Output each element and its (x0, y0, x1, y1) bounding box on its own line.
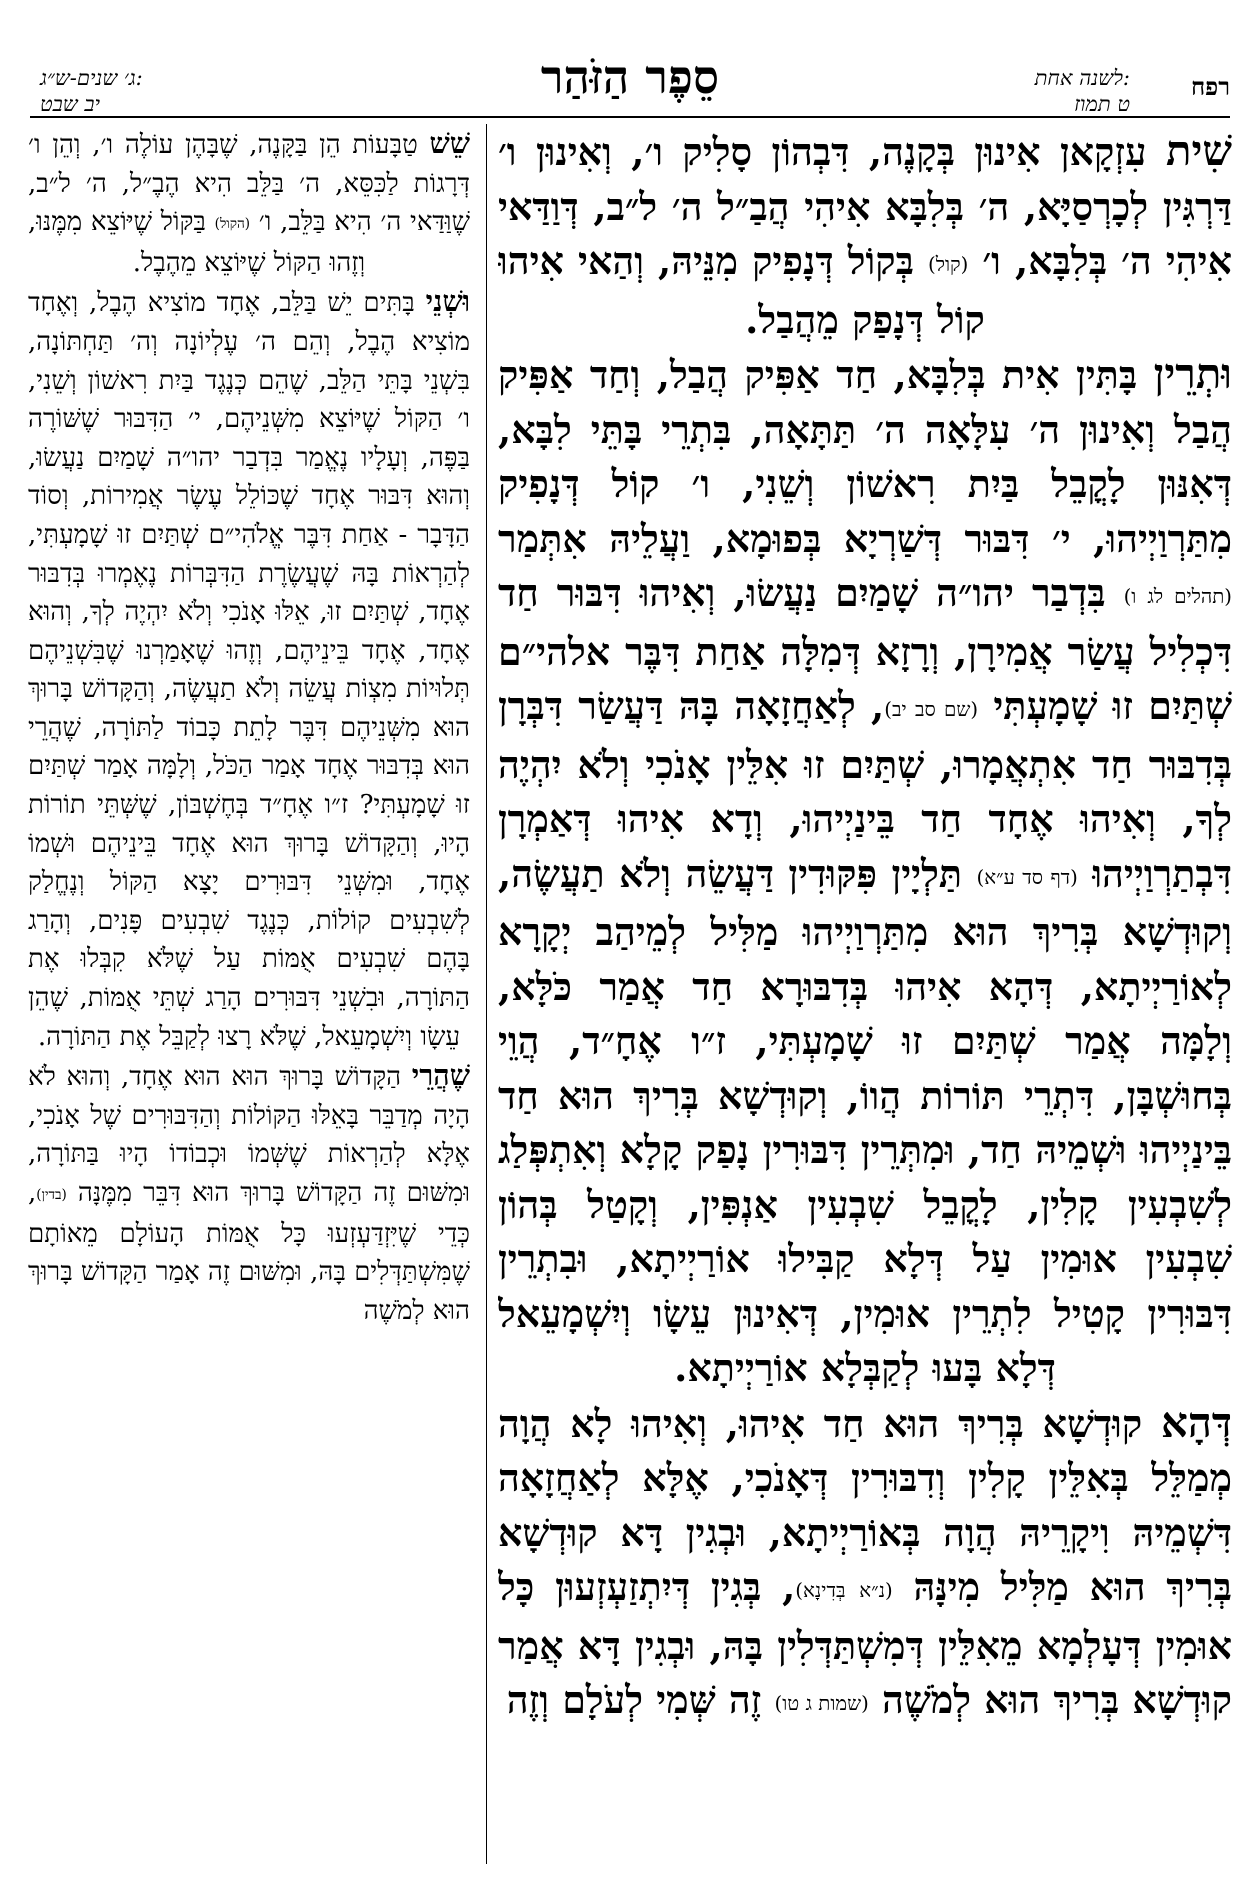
paragraph-lead-word: שִׁית (1165, 126, 1232, 175)
commentary-text: טַבָּעוֹת הֵן בַּקָּנֶה, שֶׁבָּהֶן עוֹלֶה ו׳, וְהֵן ו׳ דְּרָגוֹת לַכִּסֵּא, ה׳ בַּלֵּב הִיא הֶבֶ״ל, ה׳ ל״ב, שֶׁוַּדַּאי ה׳ הִיא בַּלֵּב, ו׳ (28, 130, 470, 238)
source-reference: (בדין) (36, 1187, 67, 1203)
commentary-text: הַקָּדוֹשׁ בָּרוּךְ הוּא הוּא אֶחָד, וְהוּא לֹא הָיָה מְדַבֵּר בָּאֵלּוּ הַקּוֹלוֹת וְהַדִּבּוּרִים שֶׁל אָנֹכִי, אֶלָּא לְהַרְאוֹת שֶׁשְּׁמוֹ וּכְבוֹדוֹ הָיוּ בַּתּוֹרָה, וּמִשּׁוּם זֶה הַקָּדוֹשׁ בָּרוּךְ הוּא דִּבֵּר מִמֶּנָּה (28, 1062, 470, 1209)
main-paragraph (498, 347, 1232, 1396)
reading-schedule-one-year: לשנה אחת: (1034, 66, 1130, 90)
main-text-column (498, 124, 1232, 1864)
paragraph-lead-word: שֶׁהֲרֵי (411, 1058, 470, 1093)
commentary-paragraph (28, 282, 470, 1056)
page-number: רפח (1190, 72, 1230, 101)
source-reference: (שמות ג טו) (774, 1692, 869, 1716)
main-text: קוּדְשָׁא בְּרִיךְ הוּא חַד אִיהוּ, וְאִיהוּ לָא הֲוָה מְמַלֵּל בְּאִלֵּין קָלִין וְדִבּוּרִין דְּאָנֹכִי, אֶלָּא לְאַחֲזָאָה דִּשְׁמֵיהּ וִיקָרֵיהּ הֲוָה בְּאוֹרַיְיתָא, וּבְגִין דָּא קוּדְשָׁא בְּרִיךְ הוּא מַלִּיל מִינָּהּ (498, 1400, 1232, 1610)
source-reference: (הקול) (214, 216, 251, 233)
commentary-text: בָּתִּים יֵשׁ בַּלֵּב, אֶחָד מוֹצִיא הֶבֶל, וְאֶחָד מוֹצִיא הֶבֶל, וְהֵם ה׳ עֶלְיוֹנָה וְה׳ תַּחְתּוֹנָה, בִּשְׁנֵי בָּתֵּי הַלֵּב, שֶׁהֵם כְּנֶגֶד בַּיִת רִאשׁוֹן וְשֵׁנִי, ו׳ הַקּוֹל שֶׁיּוֹצֵא מִשְּׁנֵיהֶם, י׳ הַדִּבּוּר שֶׁשּׁוֹרֶה בַּפֶּה, וְעָלָיו נֶאֱמַר בִּדְבַר יהו״ה שָׁמַיִם נַעֲשׂוּ, וְהוּא דִּבּוּר אֶחָד שֶׁכּוֹלֵל עֶשֶׂר אֲמִירוֹת, וְסוֹד הַדָּבָר - אַחַת דִּבֶּר אֱלֹהִי״ם שְׁתַּיִם זוּ שָׁמָעְתִּי, לְהַרְאוֹת בָּהּ שֶׁעֲשֶׂרֶת הַדִּבְּרוֹת נֶאֶמְרוּ בְּדִבּוּר אֶחָד, שְׁתַּיִם זוּ, אֵלּוּ אָנֹכִי וְלֹא יִהְיֶה לְךָ, וְהוּא אֶחָד, אֶחָד בֵּינֵיהֶם, וְזֶהוּ שֶׁאָמַרְנוּ שֶׁבִּשְׁנֵיהֶם תְּלוּיוֹת מִצְוֹת עֲשֵׂה וְלֹא תַעֲשֶׂה, וְהַקָּדוֹשׁ בָּרוּךְ הוּא מִשְּׁנֵיהֶם דִּבֶּר לָתֵת כָּבוֹד לַתּוֹרָה, שֶׁהֲרֵי הוּא בְּדִבּוּר אֶחָד אָמַר הַכֹּל, וְלָמָּה אָמַר שְׁתַּיִם זוּ שָׁמָעְתִּי? ז״ו אֶחָ״ד בְּחֶשְׁבּוֹן, שֶׁשְּׁתֵּי תוֹרוֹת הָיוּ, וְהַקָּדוֹשׁ בָּרוּךְ הוּא אֶחָד בֵּינֵיהֶם וּשְׁמוֹ אֶחָד, וּמִשְּׁנֵי דִּבּוּרִים יָצָא הַקּוֹל וְנֶחֱלַק לְשִׁבְעִים קוֹלוֹת, כְּנֶגֶד שִׁבְעִים פָּנִים, וְהָרַג בָּהֶם שִׁבְעִים אֻמּוֹת עַל שֶׁלֹּא קִבְּלוּ אֶת הַתּוֹרָה, וּבִשְׁנֵי דִּבּוּרִים הָרַג שְׁתֵּי אֻמּוֹת, שֶׁהֵן עֵשָׂו וְיִשְׁמָעֵאל, שֶׁלֹּא רָצוּ לְקַבֵּל אֶת הַתּוֹרָה. (28, 288, 470, 1052)
reading-date-three-years: יב שבט (40, 92, 100, 116)
source-reference: (שם סב יב) (884, 698, 979, 722)
source-reference: (קול) (928, 253, 969, 277)
commentary-paragraph (28, 124, 470, 282)
header-rule (30, 116, 1230, 118)
commentary-text: בַּקּוֹל שֶׁיּוֹצֵא מִמֶּנּוּ, וְזֶהוּ הַקּוֹל שֶׁיּוֹצֵא מֵהֶבֶל. (28, 207, 366, 278)
column-divider (486, 124, 487, 1864)
main-text: בְּקוֹל דְּנָפִיק מִנֵּיהּ, וְהַאי אִיהוּ קוֹל דְּנָפַק מֵהֲבַל. (498, 238, 985, 342)
reading-schedule-three-years: ג׳ שנים-ש״ג: (40, 66, 143, 90)
paragraph-lead-word: שֵׁשׁ (429, 126, 470, 160)
main-text: בִּדְבַר יהו״ה שָׁמַיִם נַעֲשׂוּ, וְאִיהוּ דִּבּוּר חַד דִּכְלִיל עֲשַׂר אֲמִירָן, וְרָזָא דְּמִלָּה אַחַת דִּבֶּר אלהי״ם שְׁתַּיִם זוּ שָׁמָעְתִּי (498, 570, 1232, 729)
source-reference: (נ״א בְּדִינָא) (795, 1579, 893, 1603)
source-reference: (דף סד ע״א) (976, 865, 1078, 889)
main-text: , לְאַחֲזָאָה בָּהּ דַּעֲשַׂר דִּבְּרָן בְּדִבּוּר חַד אִתְאֲמָרוּ, שְׁתַּיִם זוּ אִלֵּין אָנֹכִי וְלֹא יִהְיֶה לְךָ, וְאִיהוּ אֶחָד חַד בֵּינַיְיהוּ, וְדָא אִיהוּ דְּאַמְרָן דִּבְתַרְוַיְיהוּ (498, 683, 1232, 896)
main-paragraph (498, 1396, 1232, 1732)
main-text: , בְּגִין דְּיִתְזַעְזְעוּן כָּל אוּמִין דְּעָלְמָא מֵאִלֵּין דְּמִשְׁתַּדְּלִין בָּהּ, וּבְגִין דָּא אֲמַר קוּדְשָׁא בְּרִיךְ הוּא לְמֹשֶׁה (498, 1564, 1232, 1723)
main-text: תַּלְיָין פִּקּוּדִין דַּעֲשֵׂה וְלֹא תַעֲשֶׂה, וְקוּדְשָׁא בְּרִיךְ הוּא מִתַּרְוַיְיהוּ מַלִּיל לְמֵיהַב יְקָרָא לְאוֹרַיְיתָא, דְּהָא אִיהוּ בְּדִבּוּרָא חַד אֲמַר כֹּלָּא, וְלָמָּה אֲמַר שְׁתַּיִם זוּ שָׁמָעְתִּי, ז״ו אֶחָ״ד, הֲוֵי בְּחוּשְׁבָּן, דִּתְרֵי תּוֹרוֹת הֲווֹ, וְקוּדְשָׁא בְּרִיךְ הוּא חַד בֵּינַיְיהוּ וּשְׁמֵיהּ חַד, וּמִתְּרֵין דִּבּוּרִין נָפַק קָלָא וְאִתְפְּלַג לְשִׁבְעִין קָלִין, לָקֳבֵל שִׁבְעִין אַנְפִּין, וְקָטַל בְּהוֹן שִׁבְעִין אוּמִין עַל דְּלָא קַבִּילוּ אוֹרַיְיתָא, וּבִתְרֵין דִּבּוּרִין קָטִיל לִתְרֵין אוּמִין, דְּאִינוּן עֵשָׂו וְיִשְׁמָעֵאל דְּלָא בָּעוּ לְקַבְּלָא אוֹרַיְיתָא. (498, 850, 1232, 1391)
paragraph-lead-word: וּתְרֵין (1153, 349, 1232, 399)
commentary-text: , כְּדֵי שֶׁיִּזְדַּעְזְעוּ כָּל אֻמּוֹת הָעוֹלָם מֵאוֹתָם שֶׁמִּשְׁתַּדְּלִים בָּהּ, וּמִשּׁוּם זֶה אָמַר הַקָּדוֹשׁ בָּרוּךְ הוּא לְמֹשֶׁה (28, 1178, 470, 1326)
main-paragraph (498, 124, 1232, 347)
page-header (0, 0, 1260, 116)
main-text: זֶה שְּׁמִי לְעֹלָם וְזֶה (506, 1677, 762, 1723)
main-text: עִזְקָאן אִינוּן בְּקָנֶה, דִּבְהוֹן סָלִיק ו׳, וְאִינוּן ו׳ דַּרְגִּין לְכָרְסַיָּא, ה׳ בְּלִבָּא אִיהִי הֲבַ״ל ה׳ ל״ב, דְּוַדַּאי אִיהִי ה׳ בְּלִבָּא, ו׳ (498, 129, 1232, 283)
book-title: סֵפֶר הַזֹּהַר (540, 50, 720, 104)
paragraph-lead-word: וּשְׁנֵי (425, 284, 470, 319)
reading-date-one-year: ט תמוז (1074, 92, 1130, 116)
commentary-column (28, 124, 470, 1864)
main-text: בָּתִּין אִית בְּלִבָּא, חַד אַפִּיק הֲבַל, וְחַד אַפִּיק הֲבַל וְאִינוּן ה׳ עִלָּאָה ה׳ תַּתָּאָה, בִּתְרֵי בָּתֵּי לִבָּא, דְּאִנּוּן לָקֳבֵל בַּיִת רִאשׁוֹן וְשֵׁנִי, ו׳ קוֹל דְּנָפִיק מִתַּרְוַיְיהוּ, י׳ דִּבּוּר דְּשַׁרְיָא בְּפוּמָא, וַעֲלֵיהּ אִתְּמַר (498, 352, 1232, 561)
source-reference: (תהלים לג ו) (1123, 585, 1232, 609)
commentary-paragraph (28, 1056, 470, 1330)
paragraph-lead-word: דְּהָא (1161, 1397, 1232, 1447)
